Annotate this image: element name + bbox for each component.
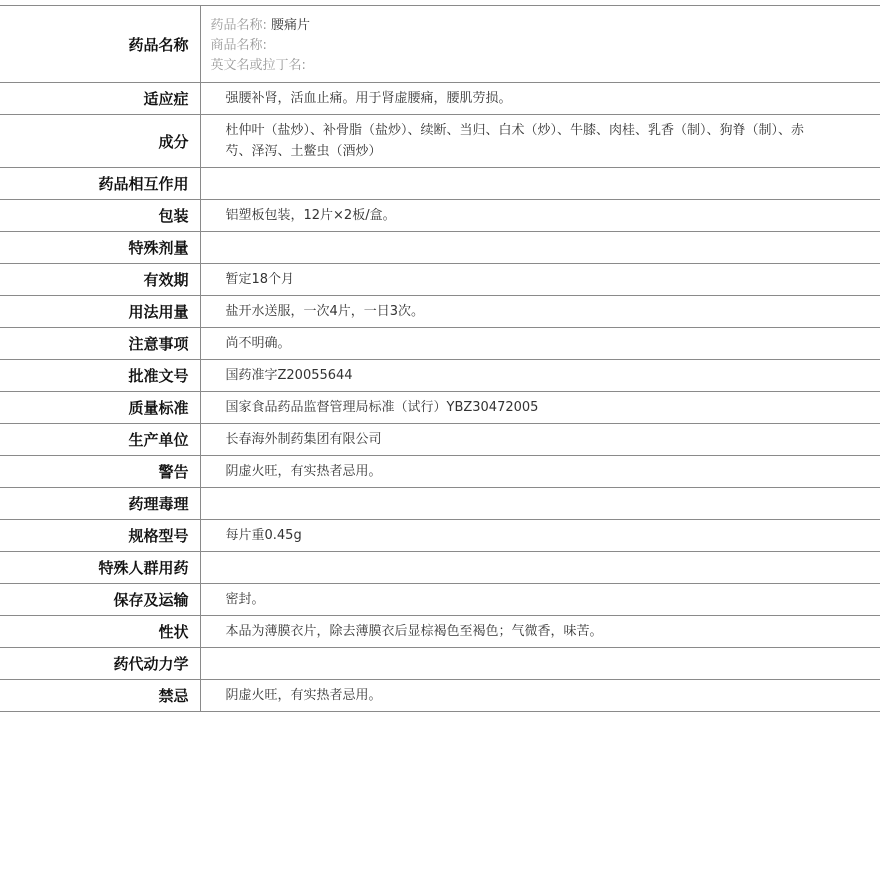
row-quality-standard: [0, 392, 880, 424]
row-value: 暂定18个月: [225, 272, 295, 287]
row-manufacturer: [0, 424, 880, 456]
row-label: 规格型号: [0, 520, 200, 552]
row-value: 杜仲叶（盐炒）、补骨脂（盐炒）、续断、当归、白术（炒）、牛膝、肉桂、乳香（制）、狗脊（制）、赤芍、泽泻、土鳖虫（酒炒）: [225, 123, 805, 159]
row-contraindications: [0, 680, 880, 712]
row-label: 性状: [0, 616, 200, 648]
row-label: 用法用量: [0, 296, 200, 328]
english-name-line: [211, 56, 871, 76]
row-value: [200, 168, 880, 200]
row-label: 药理毒理: [0, 488, 200, 520]
row-value: [200, 552, 880, 584]
generic-name-label: 药品名称:: [210, 18, 267, 33]
row-label: 适应症: [0, 83, 200, 115]
row-value: [200, 648, 880, 680]
row-label: 批准文号: [0, 360, 200, 392]
row-usage-dosage: [0, 296, 880, 328]
trade-name-label: 商品名称:: [210, 38, 267, 53]
row-label: 特殊人群用药: [0, 552, 200, 584]
drug-spec-body: [0, 6, 880, 712]
row-storage: [0, 584, 880, 616]
row-ingredients: [0, 115, 880, 168]
row-label: 质量标准: [0, 392, 200, 424]
row-value: 盐开水送服，一次4片，一日3次。: [225, 304, 425, 319]
row-pharmacology: [0, 488, 880, 520]
row-packaging: [0, 200, 880, 232]
row-label: 药代动力学: [0, 648, 200, 680]
row-description: [0, 616, 880, 648]
row-pharmacokinetics: [0, 648, 880, 680]
row-value: 铝塑板包装，12片×2板/盒。: [225, 208, 396, 223]
row-specification: [0, 520, 880, 552]
row-value: [200, 488, 880, 520]
row-special-dosage: [0, 232, 880, 264]
row-value: 本品为薄膜衣片，除去薄膜衣后显棕褐色至褐色；气微香，味苦。: [225, 624, 603, 639]
row-value: 每片重0.45g: [225, 528, 302, 543]
row-precautions: [0, 328, 880, 360]
row-value: 国家食品药品监督管理局标准（试行）YBZ30472005: [225, 400, 539, 415]
row-label: 成分: [0, 115, 200, 168]
row-warning: [0, 456, 880, 488]
row-label-drug-name: 药品名称: [0, 6, 200, 83]
drug-spec-table: [0, 5, 880, 712]
row-shelf-life: [0, 264, 880, 296]
row-value: 强腰补肾，活血止痛。用于肾虚腰痛，腰肌劳损。: [225, 91, 512, 106]
row-special-populations: [0, 552, 880, 584]
generic-name-line: [211, 16, 871, 36]
row-label: 有效期: [0, 264, 200, 296]
english-name-label: 英文名或拉丁名:: [210, 58, 306, 73]
row-value: 国药准字Z20055644: [225, 368, 353, 383]
row-value: [200, 232, 880, 264]
row-value: 阴虚火旺，有实热者忌用。: [225, 688, 382, 703]
row-label: 注意事项: [0, 328, 200, 360]
row-label: 禁忌: [0, 680, 200, 712]
row-label: 特殊剂量: [0, 232, 200, 264]
row-value: 阴虚火旺，有实热者忌用。: [225, 464, 382, 479]
row-label: 生产单位: [0, 424, 200, 456]
row-label: 药品相互作用: [0, 168, 200, 200]
row-value-drug-names: [200, 6, 880, 83]
row-value: 尚不明确。: [225, 336, 291, 351]
row-interactions: [0, 168, 880, 200]
row-value: 长春海外制药集团有限公司: [225, 432, 382, 447]
row-label: 包装: [0, 200, 200, 232]
row-label: 保存及运输: [0, 584, 200, 616]
row-label: 警告: [0, 456, 200, 488]
trade-name-line: [211, 36, 871, 56]
row-drug-name: [0, 6, 880, 83]
row-value: 密封。: [225, 592, 265, 607]
row-indications: [0, 83, 880, 115]
generic-name-value: 腰痛片: [271, 18, 311, 33]
row-approval-number: [0, 360, 880, 392]
